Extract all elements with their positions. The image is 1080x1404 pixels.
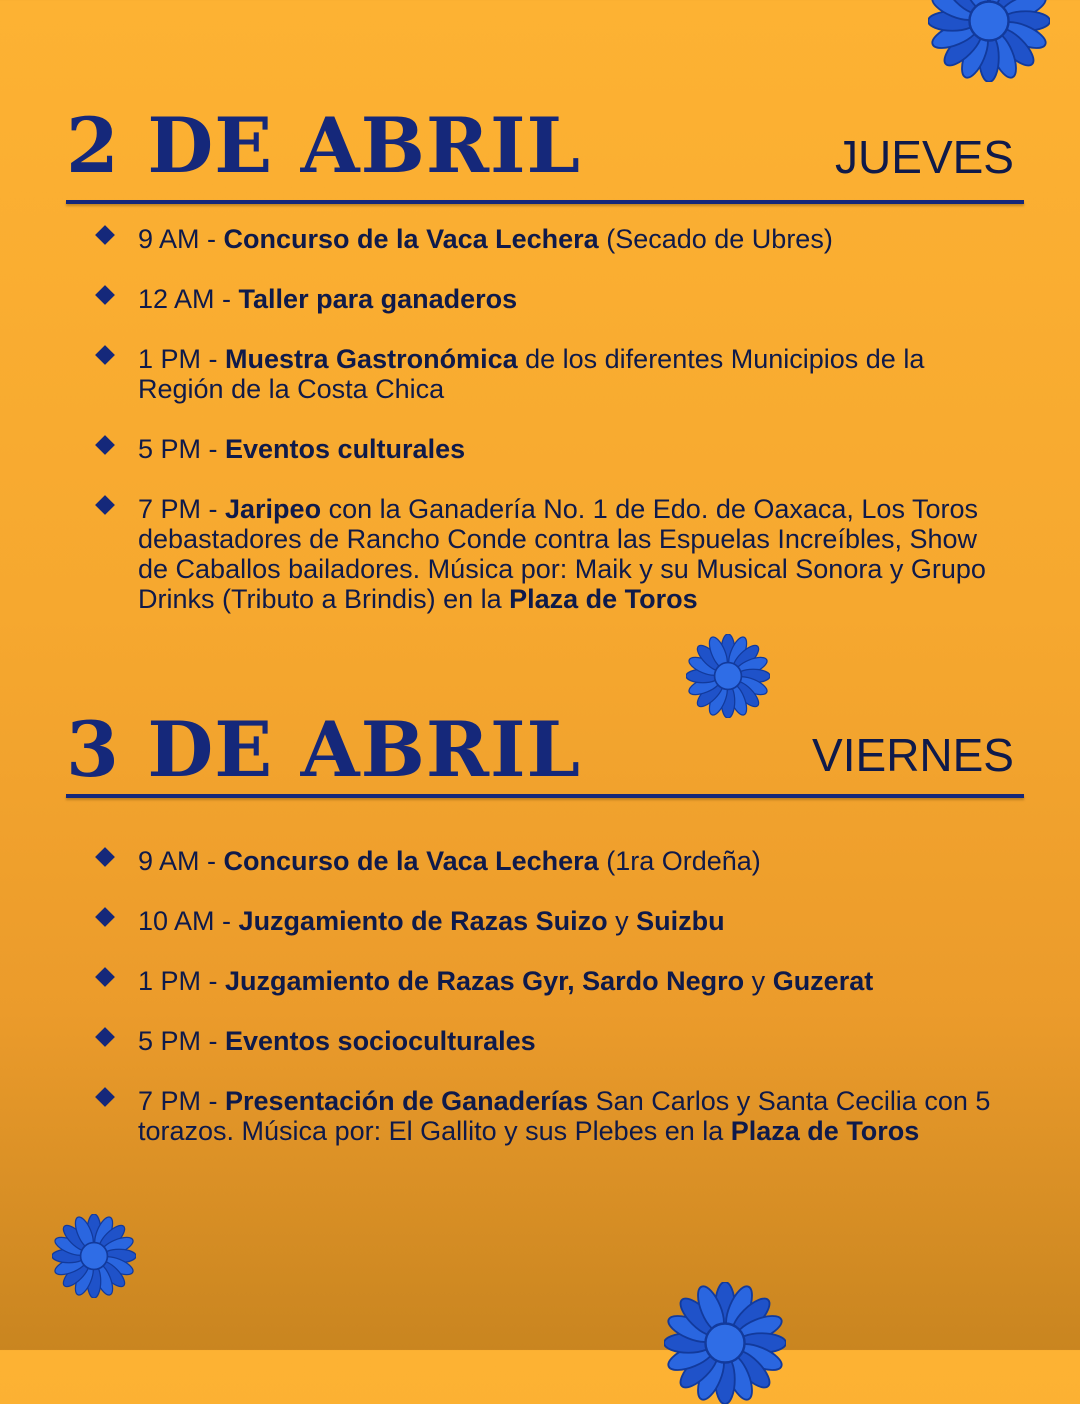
event-time: 10 AM - xyxy=(138,906,239,936)
diamond-bullet-icon xyxy=(95,967,115,987)
event-details: con la Ganadería No. 1 de Edo. de Oaxaca, Los Toros debastadores de Rancho Conde contra las Espuelas Increíbles, Show de Caballos bailadores. Música por: Maik y su Musical Sonora y Grupo Drinks (Tributo a Brindis) en la xyxy=(138,494,986,614)
flower-icon xyxy=(928,0,1050,82)
event-title: Concurso de la Vaca Lechera xyxy=(223,846,599,876)
event-time: 7 PM - xyxy=(138,494,226,524)
diamond-bullet-icon xyxy=(95,225,115,245)
event-title: Concurso de la Vaca Lechera xyxy=(223,224,599,254)
diamond-bullet-icon xyxy=(95,495,115,515)
event-item xyxy=(96,434,1008,464)
event-title: Muestra Gastronómica xyxy=(225,344,518,374)
event-venue: Plaza de Toros xyxy=(730,1116,920,1146)
event-time: 5 PM - xyxy=(138,1026,226,1056)
diamond-bullet-icon xyxy=(95,345,115,365)
event-title: Jaripeo xyxy=(225,494,322,524)
event-item xyxy=(96,224,1008,254)
event-time: 1 PM - xyxy=(138,966,226,996)
event-time: 1 PM - xyxy=(138,344,226,374)
flower-icon xyxy=(664,1282,786,1404)
weekday-label: JUEVES xyxy=(835,131,1014,183)
event-title-secondary: Suizbu xyxy=(636,906,725,936)
day-section xyxy=(66,705,1024,1192)
flower-icon xyxy=(52,1214,136,1298)
event-time: 9 AM - xyxy=(138,846,224,876)
event-details: y xyxy=(607,906,637,936)
event-item xyxy=(96,284,1008,314)
day-section xyxy=(66,101,1024,648)
diamond-bullet-icon xyxy=(95,435,115,455)
event-item xyxy=(96,846,1008,876)
section-divider xyxy=(66,794,1024,798)
diamond-bullet-icon xyxy=(95,1027,115,1047)
event-time: 12 AM - xyxy=(138,284,239,314)
diamond-bullet-icon xyxy=(95,285,115,305)
weekday-label: VIERNES xyxy=(812,729,1014,781)
event-details: y xyxy=(744,966,773,996)
event-item xyxy=(96,1026,1008,1056)
event-title: Taller para ganaderos xyxy=(238,284,518,314)
event-item xyxy=(96,1086,1008,1146)
event-time: 9 AM - xyxy=(138,224,224,254)
section-divider xyxy=(66,200,1024,204)
diamond-bullet-icon xyxy=(95,847,115,867)
diamond-bullet-icon xyxy=(95,1087,115,1107)
event-time: 5 PM - xyxy=(138,434,226,464)
event-title-secondary: Guzerat xyxy=(772,966,874,996)
event-title: Juzgamiento de Razas Suizo xyxy=(238,906,608,936)
event-venue: Plaza de Toros xyxy=(509,584,698,614)
event-time: 7 PM - xyxy=(138,1086,226,1116)
day-title: 2 DE ABRIL xyxy=(66,101,581,190)
event-item xyxy=(96,906,1008,936)
event-item xyxy=(96,966,1008,996)
event-title: Eventos socioculturales xyxy=(225,1026,536,1056)
event-title: Presentación de Ganaderías xyxy=(225,1086,589,1116)
day-title: 3 DE ABRIL xyxy=(66,705,581,794)
event-title: Eventos culturales xyxy=(225,434,466,464)
diamond-bullet-icon xyxy=(95,907,115,927)
event-title: Juzgamiento de Razas Gyr, Sardo Negro xyxy=(225,966,745,996)
event-details: de los diferentes Municipios de la Región de la Costa Chica xyxy=(138,344,925,404)
event-item xyxy=(96,344,1008,404)
event-details: (Secado de Ubres) xyxy=(598,224,833,254)
event-details: San Carlos y Santa Cecilia con 5 torazos. Música por: El Gallito y sus Plebes en la xyxy=(138,1086,991,1146)
event-details: (1ra Ordeña) xyxy=(598,846,761,876)
event-item xyxy=(96,494,1008,614)
